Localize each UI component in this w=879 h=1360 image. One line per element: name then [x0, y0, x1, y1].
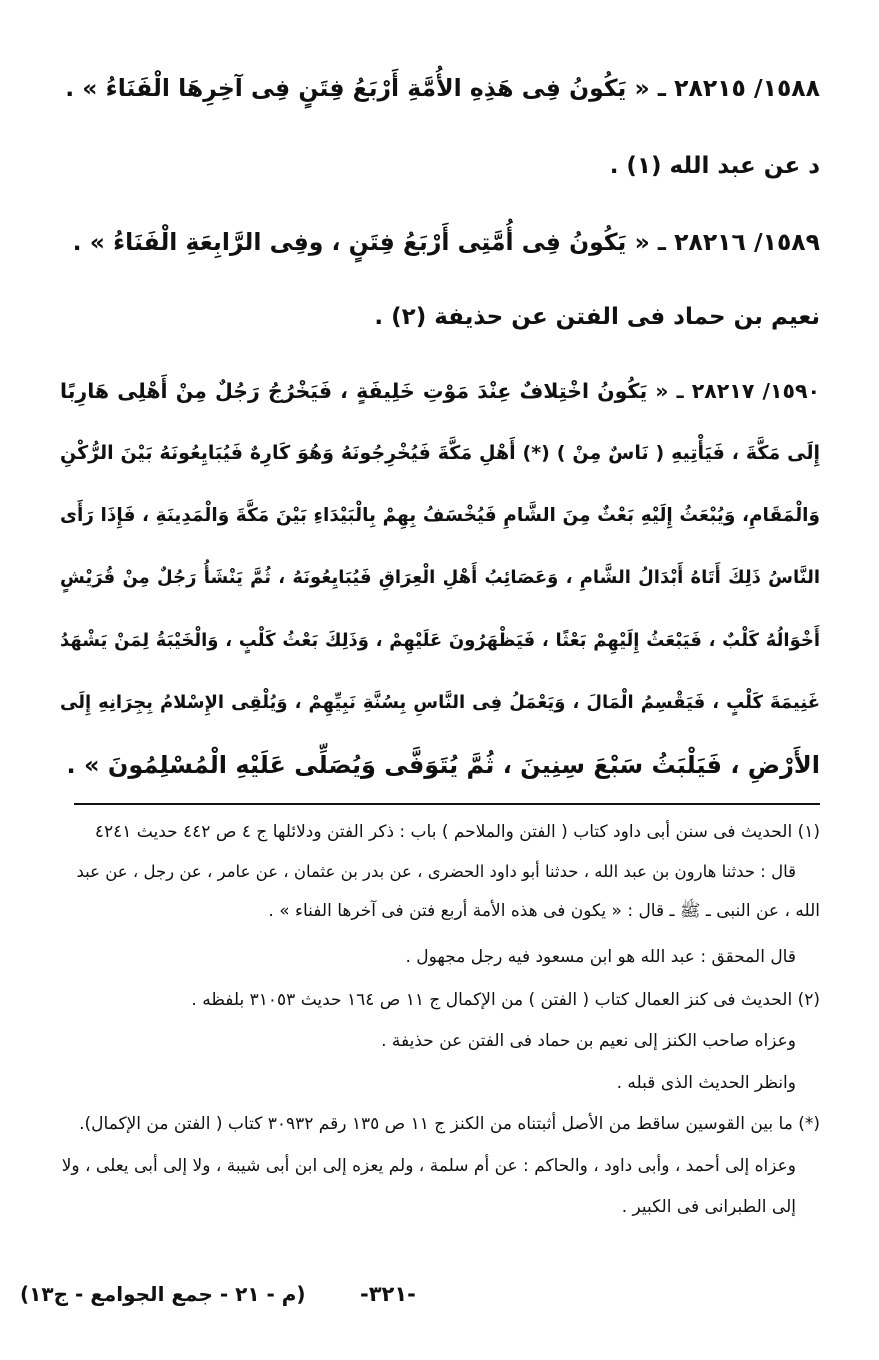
hadith-1590-line-1: ١٥٩٠/ ٢٨٢١٧ ـ « يَكُونُ اخْتِلافٌ عِنْدَ مَوْتِ خَلِيفَةٍ ، فَيَخْرُجُ رَجُلٌ مِنْ أَهْلِى هَارِبًا	[60, 379, 820, 403]
footnote-1-line-3: الله ، عن النبى ـ ﷺ ـ قال : « يكون فى هذه الأمة أربع فتن فى آخرها الفناء » .	[268, 901, 820, 921]
footnote-star-line-2: وعزاه إلى أحمد ، وأبى داود ، والحاكم : عن أم سلمة ، ولم يعزه إلى ابن أبى شيبة ، ولا إلى أبى يعلى ، ولا	[61, 1156, 796, 1176]
footnote-separator	[74, 803, 820, 805]
hadith-1588-text: ١٥٨٨/ ٢٨٢١٥ ـ « يَكُونُ فِى هَذِهِ الأُمَّةِ أَرْبَعُ فِتَنٍ فِى آخِرِهَا الْفَنَاءُ » .	[65, 74, 820, 102]
footnote-star-line-3: إلى الطبرانى فى الكبير .	[621, 1197, 796, 1217]
volume-reference: (م - ٢١ - جمع الجوامع - ج١٣)	[20, 1282, 306, 1306]
hadith-1589-source: نعيم بن حماد فى الفتن عن حذيفة (٢) .	[374, 304, 820, 330]
hadith-1590-line-3: وَالْمَقَامِ، وَيُبْعَثُ إِلَيْهِ بَعْثٌ مِنَ الشَّامِ فَيُخْسَفُ بِهِمْ بِالْبَيْدَاءِ بَيْنَ مَكَّةَ وَالْمَدِينَةِ ، فَإِذَا رَأَى	[60, 505, 820, 526]
footnote-1-line-1: (١) الحديث فى سنن أبى داود كتاب ( الفتن والملاحم ) باب : ذكر الفتن ودلائلها ج ٤ ص ٤٤٢ حديث ٤٢٤١	[94, 822, 820, 842]
book-page	[60, 0, 820, 1360]
hadith-1590-line-6: غَنِيمَةَ كَلْبٍ ، فَيَقْسِمُ الْمَالَ ، وَيَعْمَلُ فِى النَّاسِ بِسُنَّةِ نَبِيِّهِمْ ، وَيُلْقِى الإِسْلامُ بِجِرَانِهِ إِلَى	[60, 692, 820, 713]
footnote-1-line-2: قال : حدثنا هارون بن عبد الله ، حدثنا أبو داود الحضرى ، عن بدر بن عثمان ، عن عامر ، عن رجل ، عن عبد	[76, 862, 796, 881]
footnote-2-line-3: وانظر الحديث الذى قبله .	[616, 1073, 796, 1093]
footnote-star-line-1: (*) ما بين القوسين ساقط من الأصل أثبتناه من الكنز ج ١١ ص ١٣٥ رقم ٣٠٩٣٢ كتاب ( الفتن من الإكمال).	[79, 1114, 820, 1134]
hadith-1590-line-4: النَّاسُ ذَلِكَ أَتَاهُ أَبْدَالُ الشَّامِ ، وَعَصَائِبُ أَهْلِ الْعِرَاقِ فَيُبَايِعُونَهُ ، ثُمَّ يَنْشَأُ رَجُلٌ مِنْ قُرَيْشٍ	[60, 567, 820, 588]
hadith-1590-line-2: إِلَى مَكَّةَ ، فَيَأْتِيهِ ( نَاسٌ مِنْ ) (*) أَهْلِ مَكَّةَ فَيُخْرِجُونَهُ وَهُوَ كَارِهٌ فَيُبَايِعُونَهُ بَيْنَ الرُّكْنِ	[60, 442, 820, 464]
hadith-1589-text: ١٥٨٩/ ٢٨٢١٦ ـ « يَكُونُ فِى أُمَّتِى أَرْبَعُ فِتَنٍ ، وفِى الرَّابِعَةِ الْفَنَاءُ » .	[72, 228, 820, 256]
hadith-1590-line-5: أَخْوَالُهُ كَلْبٌ ، فَيَبْعَثُ إِلَيْهِمْ بَعْثًا ، فَيَظْهَرُونَ عَلَيْهِمْ ، وَذَلِكَ بَعْثُ كَلْبٍ ، وَالْخَيْبَةُ لِمَنْ يَشْهَدُ	[60, 630, 820, 651]
footnote-1-note: قال المحقق : عبد الله هو ابن مسعود فيه رجل مجهول .	[405, 947, 796, 967]
page-number: -٣٢١-	[360, 1282, 416, 1306]
footnote-2-line-2: وعزاه صاحب الكنز إلى نعيم بن حماد فى الفتن عن حذيفة .	[381, 1031, 796, 1051]
footnote-2-line-1: (٢) الحديث فى كنز العمال كتاب ( الفتن ) من الإكمال ج ١١ ص ١٦٤ حديث ٣١٠٥٣ بلفظه .	[191, 990, 820, 1010]
hadith-1590-line-7: الأَرْضِ ، فَيَلْبَثُ سَبْعَ سِنِينَ ، ثُمَّ يُتَوَفَّى وَيُصَلِّى عَلَيْهِ الْمُسْلِمُونَ » .	[66, 751, 820, 779]
hadith-1588-source: د عن عبد الله (١) .	[609, 153, 820, 179]
